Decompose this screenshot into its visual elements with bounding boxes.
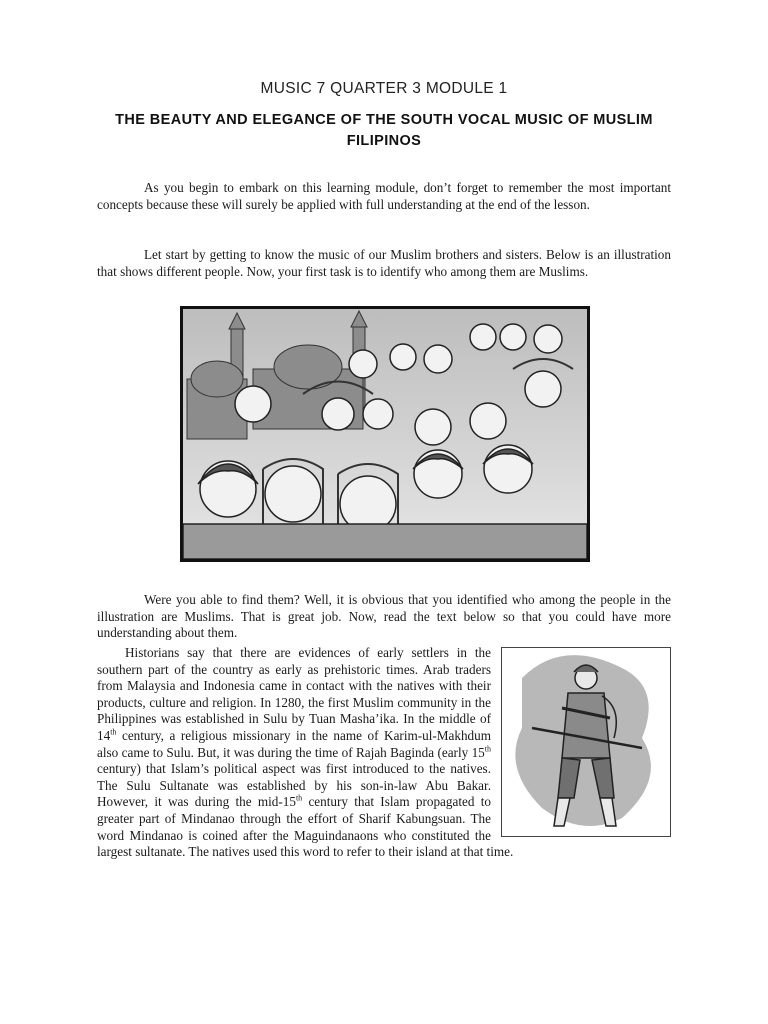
task-paragraph: Let start by getting to know the music of our Muslim brothers and sisters. Below is an illustration that shows different people. Now, your first task is to identify who among them are Muslims. [97, 247, 671, 279]
muslim-warrior-icon [502, 648, 670, 836]
history-section [97, 645, 671, 861]
history-text-3: century) that Islam’s political aspect was first introduced to the natives. The Sulu Sultanate was established by his son-in-law Abu Bakar. However, it was during the mid-15 [97, 761, 491, 810]
warrior-figure [501, 647, 671, 837]
ordinal-suffix: th [295, 793, 303, 803]
module-header: MUSIC 7 QUARTER 3 MODULE 1 [260, 80, 508, 97]
page-title: THE BEAUTY AND ELEGANCE OF THE SOUTH VOCAL MUSIC OF MUSLIM FILIPINOS [115, 112, 653, 149]
history-text-2: century, a religious missionary in the name of Karim-ul-Makhdum also came to Sulu. But, it was during the time of Rajah Baginda (early 15 [97, 727, 491, 760]
ordinal-suffix: th [484, 744, 491, 754]
ordinal-suffix: th [110, 727, 117, 737]
crowd-illustration-icon [183, 309, 587, 559]
history-text-4: century that Islam propagated to greater part of Mindanao through the effort of Sharif Kabungsuan. The word Mindanao is coined after the Maguindanaons who constituted the largest sultanate. The natives used this word to refer to their island at that time. [97, 794, 514, 860]
followup-paragraph: Were you able to find them? Well, it is obvious that you identified who among the people in the illustration are Muslims. That is great job. Now, read the text below so that you could have more understanding about them. [97, 592, 671, 641]
crowd-illustration [180, 306, 590, 562]
intro-paragraph: As you begin to embark on this learning module, don’t forget to remember the most important concepts because these will surely be applied with full understanding at the end of the lesson. [97, 180, 671, 212]
history-text-1: Historians say that there are evidences of early settlers in the southern part of the country as early as prehistoric times. Arab traders from Malaysia and Indonesia came in contact with the natives with their products, culture and religion. In 1280, the first Muslim community in the Philippines was established in Sulu by Tuan Masha’ika. In the middle of 14 [97, 645, 491, 743]
